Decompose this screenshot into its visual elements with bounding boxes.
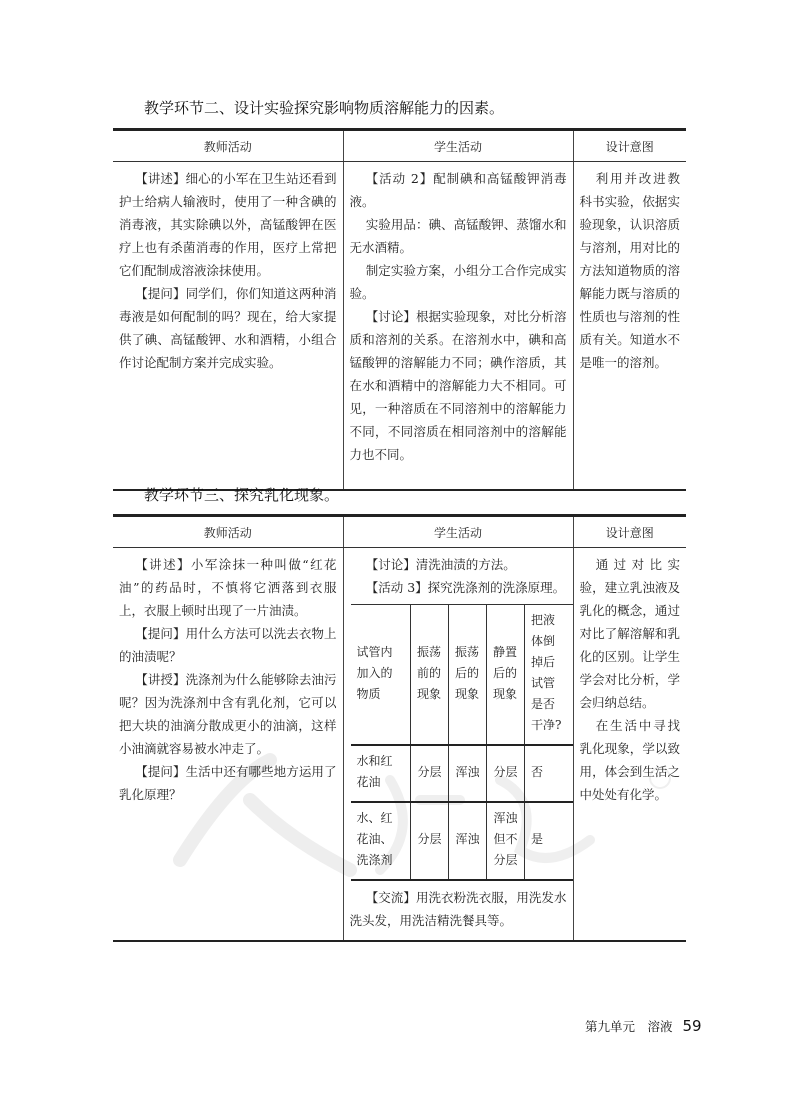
student-paragraph: 【活动 2】配制碘和高锰酸钾消毒液。 bbox=[349, 171, 567, 209]
intent-paragraph: 利用并改进教科书实验，依据实验现象，认识溶质与溶剂，用对比的方法知道物质的溶解能力既与溶质的性质也与溶剂的性质有关。知道水不是唯一的溶剂。 bbox=[579, 171, 680, 370]
student-paragraph: 【交流】用洗衣粉洗衣服，用洗发水洗头发，用洗洁精洗餐具等。 bbox=[349, 890, 567, 928]
experiment-header-cell: 振荡前的现象 bbox=[411, 605, 449, 746]
unit-title: 第九单元 溶液 bbox=[585, 1019, 673, 1034]
student-paragraph: 实验用品：碘、高锰酸钾、蒸馏水和无水酒精。 bbox=[349, 217, 567, 255]
teacher-paragraph: 【讲述】细心的小军在卫生站还看到护士给病人输液时，使用了一种含碘的消毒液，其实除碘以外，高锰酸钾在医疗上也有杀菌消毒的作用，医疗上常把它们配制成溶液涂抹使用。 bbox=[119, 171, 337, 278]
experiment-cell: 分层 bbox=[411, 745, 449, 802]
experiment-cell: 浑浊 bbox=[449, 745, 487, 802]
experiment-cell: 水和红花油 bbox=[351, 745, 411, 802]
experiment-row bbox=[351, 802, 573, 880]
student-paragraph: 【讨论】根据实验现象，对比分析溶质和溶剂的关系。在溶剂水中，碘和高锰酸钾的溶解能力不同；碘作溶质，其在水和酒精中的溶解能力大不相同。可见，一种溶质在不同溶剂中的溶解能力不同，不同溶质在相同溶剂中的溶解能力也不同。 bbox=[349, 309, 567, 462]
header-intent: 设计意图 bbox=[573, 516, 686, 548]
header-student: 学生活动 bbox=[343, 516, 573, 548]
teacher-activity-cell bbox=[113, 162, 343, 491]
header-teacher: 教师活动 bbox=[113, 130, 343, 162]
teacher-paragraph: 【提问】用什么方法可以洗去衣物上的油渍呢？ bbox=[119, 626, 337, 664]
design-intent-cell bbox=[573, 162, 686, 491]
student-paragraph: 制定实验方案，小组分工合作完成实验。 bbox=[349, 263, 567, 301]
teacher-activity-cell bbox=[113, 548, 343, 942]
section2-table bbox=[113, 128, 686, 491]
experiment-header-cell: 振荡后的现象 bbox=[449, 605, 487, 746]
experiment-header-cell: 试管内加入的物质 bbox=[351, 605, 411, 746]
experiment-cell: 否 bbox=[525, 745, 573, 802]
teacher-paragraph: 【提问】生活中还有哪些地方运用了乳化原理？ bbox=[119, 764, 337, 802]
experiment-header-cell: 把液体倒掉后试管是否干净? bbox=[525, 605, 573, 746]
student-activity-cell bbox=[343, 548, 573, 942]
teacher-paragraph: 【讲述】小军涂抹一种叫做“红花油”的药品时，不慎将它洒落到衣服上，衣服上顿时出现了一片油渍。 bbox=[119, 557, 337, 618]
intent-paragraph: 通过对比实验，建立乳浊液及乳化的概念，通过对比了解溶解和乳化的区别。让学生学会对比分析，学会归纳总结。 bbox=[579, 557, 680, 710]
header-intent: 设计意图 bbox=[573, 130, 686, 162]
experiment-header-row bbox=[351, 605, 573, 746]
header-teacher: 教师活动 bbox=[113, 516, 343, 548]
student-paragraph: 【活动 3】探究洗涤剂的洗涤原理。 bbox=[365, 580, 566, 595]
teacher-paragraph: 【提问】同学们，你们知道这两种消毒液是如何配制的吗？现在，给大家提供了碘、高锰酸钾、水和酒精，小组合作讨论配制方案并完成实验。 bbox=[119, 286, 337, 370]
experiment-cell: 浑浊但不分层 bbox=[487, 802, 525, 880]
experiment-cell: 水、红花油、洗涤剂 bbox=[351, 802, 411, 880]
experiment-cell: 浑浊 bbox=[449, 802, 487, 880]
header-student: 学生活动 bbox=[343, 130, 573, 162]
experiment-cell: 分层 bbox=[411, 802, 449, 880]
section2-heading: 教学环节二、设计实验探究影响物质溶解能力的因素。 bbox=[144, 99, 505, 117]
section3-heading: 教学环节三、探究乳化现象。 bbox=[144, 486, 340, 504]
experiment-table bbox=[351, 604, 573, 881]
experiment-row bbox=[351, 745, 573, 802]
student-paragraph: 【讨论】清洗油渍的方法。 bbox=[365, 557, 516, 572]
student-activity-cell bbox=[343, 162, 573, 491]
page-number: 59 bbox=[682, 1017, 702, 1035]
experiment-cell: 是 bbox=[525, 802, 573, 880]
experiment-header-cell: 静置后的现象 bbox=[487, 605, 525, 746]
design-intent-cell bbox=[573, 548, 686, 942]
section3-table bbox=[113, 514, 686, 942]
experiment-cell: 分层 bbox=[487, 745, 525, 802]
teacher-paragraph: 【讲授】洗涤剂为什么能够除去油污呢？因为洗涤剂中含有乳化剂，它可以把大块的油滴分散成更小的油滴，这样小油滴就容易被水冲走了。 bbox=[119, 672, 337, 756]
intent-paragraph: 在生活中寻找乳化现象，学以致用，体会到生活之中处处有化学。 bbox=[579, 718, 680, 802]
page-footer bbox=[585, 1017, 702, 1035]
